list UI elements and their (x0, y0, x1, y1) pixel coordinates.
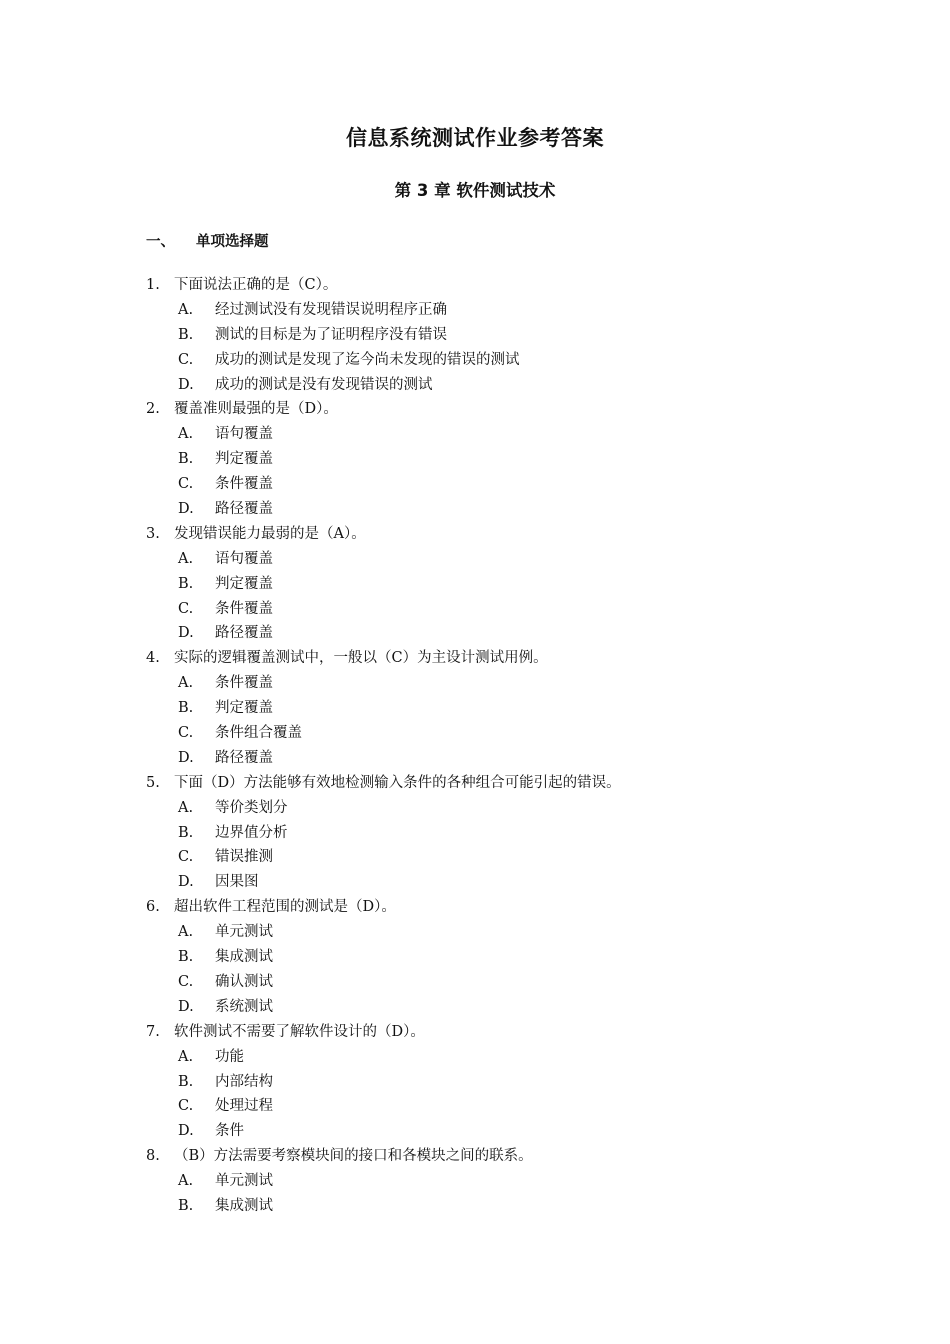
question-stem (146, 397, 621, 422)
question-stem (146, 1144, 621, 1169)
option-key: C. (178, 973, 194, 990)
option-text: 单元测试 (215, 1173, 273, 1190)
option-text: 条件覆盖 (215, 675, 273, 692)
option-text: 判定覆盖 (215, 575, 273, 592)
option-key: D. (178, 1123, 194, 1140)
question-text: 软件测试不需要了解软件设计的（D）。 (174, 1023, 425, 1040)
option-list (146, 298, 621, 398)
option-item (146, 472, 621, 497)
option-text: 条件覆盖 (215, 476, 273, 493)
option-item (146, 970, 621, 995)
option-text: 测试的目标是为了证明程序没有错误 (215, 326, 447, 343)
option-list (146, 920, 621, 1020)
option-text: 边界值分析 (215, 824, 288, 841)
question-text: 下面说法正确的是（C）。 (174, 277, 338, 293)
option-key: D. (178, 376, 194, 393)
option-list (146, 1169, 621, 1219)
question-stem (146, 1020, 621, 1045)
option-text: 系统测试 (215, 998, 273, 1015)
document-title: 信息系统测试作业参考答案 (346, 126, 604, 150)
question-stem (146, 771, 621, 796)
option-item (146, 945, 621, 970)
option-key: A. (178, 924, 194, 941)
option-key: A. (178, 1173, 194, 1190)
option-key: B. (178, 326, 194, 343)
option-key: D. (178, 749, 194, 766)
question-item (146, 273, 621, 397)
option-item (146, 796, 621, 821)
question-number: 2. (146, 401, 160, 418)
question-item (146, 771, 621, 895)
option-key: D. (178, 998, 194, 1015)
option-key: C. (178, 1098, 194, 1115)
question-item (146, 646, 621, 770)
option-item (146, 1045, 621, 1070)
option-text: 路径覆盖 (215, 749, 273, 766)
option-text: 单元测试 (215, 924, 273, 941)
question-item (146, 1020, 621, 1144)
option-text: 等价类划分 (215, 799, 288, 816)
option-list (146, 1045, 621, 1145)
option-item (146, 696, 621, 721)
option-text: 成功的测试是没有发现错误的测试 (215, 376, 433, 393)
option-key: B. (178, 1197, 194, 1214)
option-text: 路径覆盖 (215, 501, 273, 518)
question-text: 下面（D）方法能够有效地检测输入条件的各种组合可能引起的错误。 (174, 774, 621, 791)
option-key: B. (178, 1073, 194, 1090)
section-title: 单项选择题 (196, 234, 269, 250)
option-key: B. (178, 949, 194, 966)
question-stem (146, 522, 621, 547)
option-key: D. (178, 501, 194, 518)
option-item (146, 373, 621, 398)
option-item (146, 1070, 621, 1095)
question-number: 7. (146, 1023, 160, 1040)
option-text: 路径覆盖 (215, 625, 273, 642)
question-text: （B）方法需要考察模块间的接口和各模块之间的联系。 (174, 1148, 533, 1165)
question-number: 1. (146, 277, 160, 293)
option-key: A. (178, 1048, 194, 1065)
question-stem (146, 646, 621, 671)
option-item (146, 1094, 621, 1119)
option-key: A. (178, 675, 194, 692)
option-item (146, 870, 621, 895)
option-text: 确认测试 (215, 973, 273, 990)
question-text: 覆盖准则最强的是（D）。 (174, 401, 338, 418)
question-number: 8. (146, 1148, 160, 1165)
option-item (146, 422, 621, 447)
option-item (146, 572, 621, 597)
option-text: 语句覆盖 (215, 550, 273, 567)
section-heading (146, 230, 269, 251)
option-item (146, 995, 621, 1020)
chapter-title: 第 3 章 软件测试技术 (394, 181, 556, 200)
option-text: 处理过程 (215, 1098, 273, 1115)
option-text: 因果图 (215, 874, 259, 891)
section-number: 一、 (146, 234, 175, 250)
option-item (146, 1119, 621, 1144)
option-key: D. (178, 874, 194, 891)
question-text: 超出软件工程范围的测试是（D）。 (174, 899, 396, 916)
option-item (146, 845, 621, 870)
option-key: C. (178, 725, 194, 742)
question-item (146, 397, 621, 521)
option-item (146, 621, 621, 646)
option-item (146, 497, 621, 522)
option-key: C. (178, 351, 194, 368)
question-item (146, 895, 621, 1019)
question-text: 实际的逻辑覆盖测试中，一般以（C）为主设计测试用例。 (174, 650, 548, 667)
option-item (146, 447, 621, 472)
option-item (146, 298, 621, 323)
option-key: B. (178, 575, 194, 592)
question-item (146, 1144, 621, 1219)
option-list (146, 671, 621, 771)
question-list (146, 273, 621, 1219)
option-list (146, 422, 621, 522)
option-key: B. (178, 824, 194, 841)
option-item (146, 597, 621, 622)
option-item (146, 323, 621, 348)
option-item (146, 821, 621, 846)
question-text: 发现错误能力最弱的是（A）。 (174, 525, 366, 542)
option-key: A. (178, 799, 194, 816)
option-text: 功能 (215, 1048, 244, 1065)
option-key: A. (178, 550, 194, 567)
option-key: B. (178, 700, 194, 717)
option-key: B. (178, 451, 194, 468)
question-item (146, 522, 621, 646)
option-item (146, 348, 621, 373)
option-item (146, 1194, 621, 1219)
option-key: A. (178, 301, 194, 318)
option-item (146, 547, 621, 572)
question-number: 5. (146, 774, 160, 791)
option-text: 内部结构 (215, 1073, 273, 1090)
option-text: 语句覆盖 (215, 426, 273, 443)
option-text: 集成测试 (215, 1197, 273, 1214)
option-text: 错误推测 (215, 849, 273, 866)
option-list (146, 547, 621, 647)
option-text: 判定覆盖 (215, 451, 273, 468)
option-list (146, 796, 621, 896)
option-item (146, 721, 621, 746)
option-item (146, 671, 621, 696)
question-number: 3. (146, 525, 160, 542)
question-number: 4. (146, 650, 160, 667)
question-stem (146, 895, 621, 920)
option-text: 成功的测试是发现了迄今尚未发现的错误的测试 (215, 351, 520, 368)
option-text: 经过测试没有发现错误说明程序正确 (215, 301, 447, 318)
option-item (146, 920, 621, 945)
option-key: D. (178, 625, 194, 642)
option-text: 判定覆盖 (215, 700, 273, 717)
option-item (146, 746, 621, 771)
option-text: 条件 (215, 1123, 244, 1140)
option-text: 条件组合覆盖 (215, 725, 302, 742)
option-key: C. (178, 600, 194, 617)
option-key: A. (178, 426, 194, 443)
question-stem (146, 273, 621, 298)
option-item (146, 1169, 621, 1194)
option-key: C. (178, 849, 194, 866)
option-text: 集成测试 (215, 949, 273, 966)
option-key: C. (178, 476, 194, 493)
question-number: 6. (146, 899, 160, 916)
option-text: 条件覆盖 (215, 600, 273, 617)
